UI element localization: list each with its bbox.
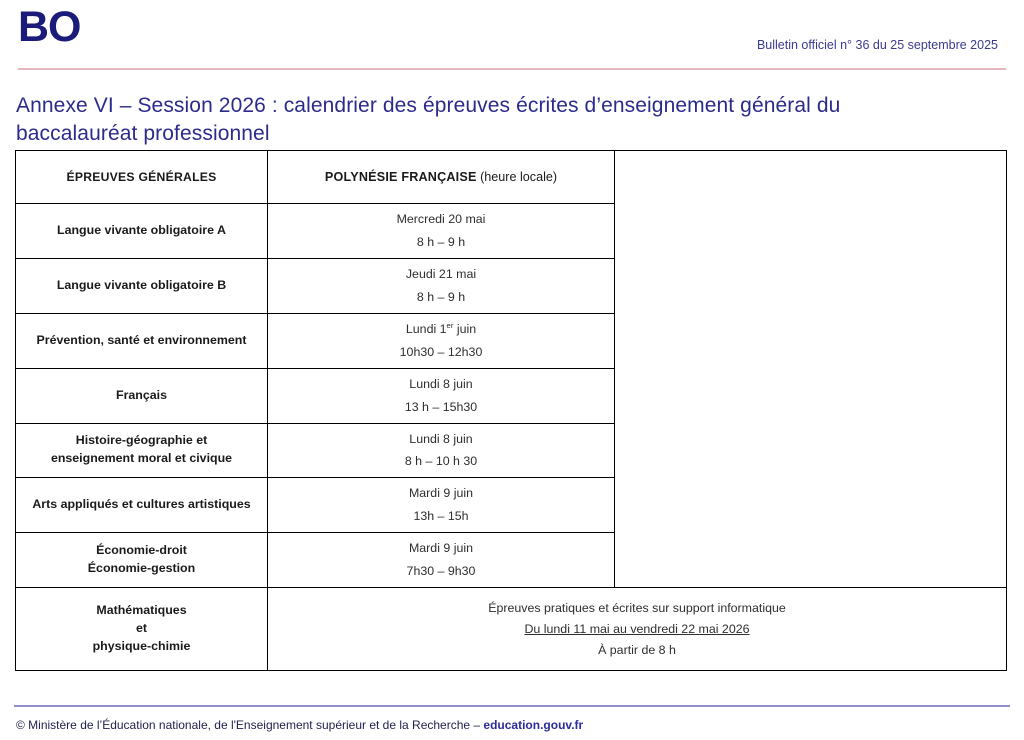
row-date-suffix: juin [453,321,477,336]
column-blank-region [615,151,1007,588]
row-time: 8 h – 9 h [416,289,466,304]
header-divider [18,68,1006,70]
row-note-line-3: À partir de 8 h [598,642,676,657]
row-schedule [268,423,615,478]
column-header-polynesie-strong: POLYNÉSIE FRANÇAISE [324,170,477,184]
column-header-subject: ÉPREUVES GÉNÉRALES [16,151,268,204]
row-time: 10h30 – 12h30 [399,344,483,359]
column-header-polynesie [268,151,615,204]
page-header [0,0,1024,70]
row-schedule [268,478,615,533]
footer-divider [14,705,1010,707]
row-subject [16,588,268,671]
calendar-table-wrapper [15,150,1006,671]
bulletin-issue-label: Bulletin officiel n° 36 du 25 septembre 2025 [756,38,998,52]
row-time: 8 h – 9 h [416,234,466,249]
row-subject-line: physique-chimie [92,639,191,654]
row-subject [16,533,268,588]
row-subject-line: Histoire-géographie et [75,433,208,448]
row-subject-line: Français [116,387,167,402]
row-subject-line: enseignement moral et civique [50,451,233,466]
row-date: Jeudi 21 mai [405,266,477,281]
row-subject-line: Économie-droit [96,543,187,558]
row-note-line-1: Épreuves pratiques et écrites sur support informatique [488,600,786,615]
exam-calendar-table [15,150,1007,671]
column-header-polynesie-light: (heure locale) [480,170,558,184]
row-schedule [268,313,615,368]
row-schedule [268,258,615,313]
row-date: Lundi 8 juin [409,431,473,446]
row-subject-line: Économie-gestion [87,561,196,576]
row-subject [16,423,268,478]
row-date: Mardi 9 juin [408,486,474,501]
row-subject-line: Langue vivante obligatoire A [57,222,226,237]
footer-copyright-text: © Ministère de l’Éducation nationale, de l'Enseignement supérieur et de la Recherche – [16,718,484,732]
row-date: Mardi 9 juin [408,541,474,556]
row-schedule [268,533,615,588]
table-header-row [16,151,1007,204]
row-schedule [268,368,615,423]
row-date: Mercredi 20 mai [396,212,486,226]
row-subject-line: Langue vivante obligatoire B [56,277,227,292]
footer-site-link[interactable]: education.gouv.fr [483,718,584,732]
row-time: 8 h – 10 h 30 [404,454,478,469]
row-subject [16,204,268,259]
row-time: 7h30 – 9h30 [406,564,476,579]
row-date-prefix: Lundi 1 [405,321,447,336]
row-subject [16,258,268,313]
row-note-line-2: Du lundi 11 mai au vendredi 22 mai 2026 [524,621,750,636]
row-date-ordinal: er [446,320,454,330]
bo-logo: BO [18,3,81,51]
row-time: 13 h – 15h30 [404,399,478,414]
row-subject-line: Mathématiques [96,603,187,618]
row-subject-line: Prévention, santé et environnement [36,332,247,347]
row-subject [16,313,268,368]
page-title: Annexe VI – Session 2026 : calendrier des épreuves écrites d’enseignement général du baccalauréat professionnel [16,94,841,145]
table-row-maths [16,588,1007,671]
row-subject [16,478,268,533]
page-footer [16,718,583,732]
row-subject-line: et [135,621,148,636]
row-note [268,588,1007,671]
row-date: Lundi 8 juin [409,376,473,391]
row-subject-line: Arts appliqués et cultures artistiques [32,497,251,512]
row-schedule [268,204,615,259]
row-subject [16,368,268,423]
row-date [274,318,608,341]
row-time: 13h – 15h [413,509,469,524]
